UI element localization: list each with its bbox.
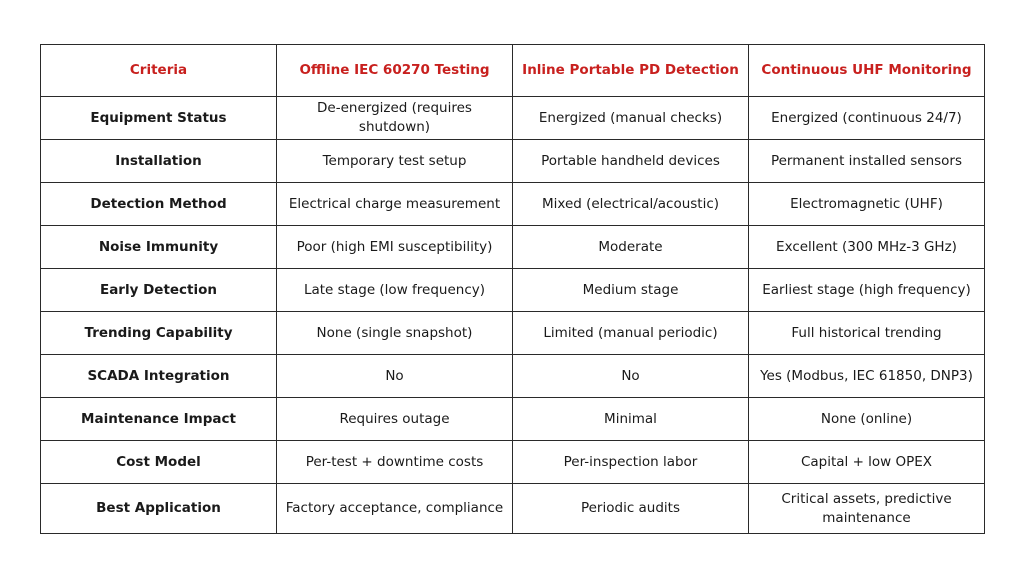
table-row — [41, 97, 985, 140]
criteria-cell: Trending Capability — [41, 312, 277, 355]
offline-cell: Requires outage — [277, 398, 513, 441]
uhf-cell: Electromagnetic (UHF) — [749, 183, 985, 226]
table-row — [41, 355, 985, 398]
uhf-cell: Permanent installed sensors — [749, 140, 985, 183]
table-body — [41, 97, 985, 534]
uhf-cell: Energized (continuous 24/7) — [749, 97, 985, 140]
header-offline-iec-60270: Offline IEC 60270 Testing — [277, 45, 513, 97]
criteria-cell: Equipment Status — [41, 97, 277, 140]
table-row — [41, 183, 985, 226]
portable-cell: Minimal — [513, 398, 749, 441]
uhf-cell: Yes (Modbus, IEC 61850, DNP3) — [749, 355, 985, 398]
table-header — [41, 45, 985, 97]
comparison-table — [40, 44, 985, 534]
criteria-cell: Installation — [41, 140, 277, 183]
portable-cell: Limited (manual periodic) — [513, 312, 749, 355]
uhf-cell: Full historical trending — [749, 312, 985, 355]
table-row — [41, 269, 985, 312]
offline-cell: Late stage (low frequency) — [277, 269, 513, 312]
offline-cell: Factory acceptance, compliance — [277, 484, 513, 534]
uhf-cell: Excellent (300 MHz-3 GHz) — [749, 226, 985, 269]
portable-cell: Portable handheld devices — [513, 140, 749, 183]
criteria-cell: Noise Immunity — [41, 226, 277, 269]
uhf-cell: Earliest stage (high frequency) — [749, 269, 985, 312]
table-row — [41, 484, 985, 534]
offline-cell: Electrical charge measurement — [277, 183, 513, 226]
criteria-cell: Detection Method — [41, 183, 277, 226]
criteria-cell: SCADA Integration — [41, 355, 277, 398]
offline-cell: De-energized (requires shutdown) — [277, 97, 513, 140]
portable-cell: Medium stage — [513, 269, 749, 312]
portable-cell: Per-inspection labor — [513, 441, 749, 484]
criteria-cell: Best Application — [41, 484, 277, 534]
table-row — [41, 226, 985, 269]
table-row — [41, 140, 985, 183]
offline-cell: None (single snapshot) — [277, 312, 513, 355]
header-inline-portable-pd: Inline Portable PD Detection — [513, 45, 749, 97]
criteria-cell: Cost Model — [41, 441, 277, 484]
portable-cell: No — [513, 355, 749, 398]
uhf-cell: Capital + low OPEX — [749, 441, 985, 484]
criteria-cell: Early Detection — [41, 269, 277, 312]
uhf-cell: Critical assets, predictive maintenance — [749, 484, 985, 534]
portable-cell: Moderate — [513, 226, 749, 269]
table-row — [41, 312, 985, 355]
header-row — [41, 45, 985, 97]
offline-cell: Temporary test setup — [277, 140, 513, 183]
header-criteria: Criteria — [41, 45, 277, 97]
portable-cell: Mixed (electrical/acoustic) — [513, 183, 749, 226]
header-continuous-uhf: Continuous UHF Monitoring — [749, 45, 985, 97]
uhf-cell: None (online) — [749, 398, 985, 441]
portable-cell: Energized (manual checks) — [513, 97, 749, 140]
table-row — [41, 441, 985, 484]
table-row — [41, 398, 985, 441]
offline-cell: Per-test + downtime costs — [277, 441, 513, 484]
offline-cell: Poor (high EMI susceptibility) — [277, 226, 513, 269]
offline-cell: No — [277, 355, 513, 398]
criteria-cell: Maintenance Impact — [41, 398, 277, 441]
portable-cell: Periodic audits — [513, 484, 749, 534]
